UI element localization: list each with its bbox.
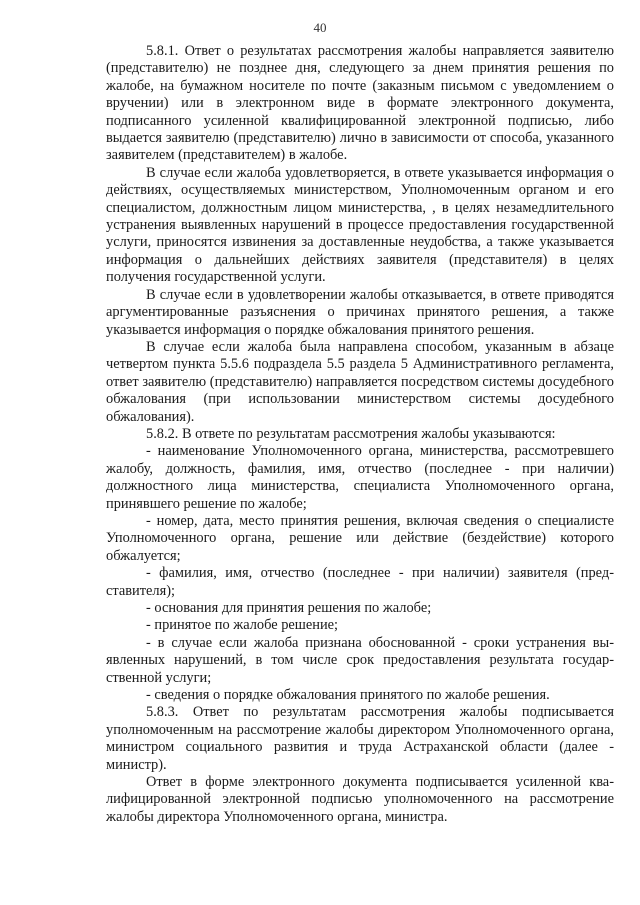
list-item-decision: - принятое по жалобе решение; <box>146 617 339 634</box>
page-number: 40 <box>313 20 327 35</box>
list-item-deadlines: - в случае если жалоба признана обоснованной - сроки устранения выявленных нарушений, в том числе срок предоставления результата государственной услуги; <box>106 634 614 686</box>
list-item-authority-name: - наименование Уполномоченного органа, министерства, рассмотревшего жалобу, должность, фамилия, имя, отчество (последнее - при наличии) должностного лица министерства, специалиста Уполномоченного органа, принявшего решение по жалобе; <box>106 443 614 512</box>
paragraph-5-8-1: 5.8.1. Ответ о результатах рассмотрения жалобы направляется заявителю (представителю) не позднее дня, следующего за днем принятия решения по жалобе, на бумажном носителе по почте (заказным письмом с уведомлением о вручении) или в электронном виде в формате электронного документа, подписанного усиленной квалифицированной электронной подписью, либо выдается заявителю (представителю) лично в зависимости от способа, указанного заявителем (представителем) в жалобе. <box>106 43 614 164</box>
document-body <box>106 43 614 826</box>
paragraph-5-8-3: 5.8.3. Ответ по результатам рассмотрения жалобы подписывается уполномоченным на рассмотрение жалобы директором Уполномоченного органа, министром социального развития и труда Астраханской области (далее - министр). <box>106 704 614 773</box>
list-item-appeal-procedure: - сведения о порядке обжалования принятого по жалобе решения. <box>146 687 550 704</box>
paragraph-complaint-satisfied: В случае если жалоба удовлетворяется, в ответе указывается информация о действиях, осуществляемых министерством, Уполномоченным органом и его специалистом, должностным лицом министерства, , в целях незамедлительного устранения выявленных нарушений в процессе предоставления государственной услуги, приносятся извинения за доставленные неудобства, а также указывается информация о дальнейших действиях заявителя (представителя) в целях получения государственной услуги. <box>106 164 614 286</box>
paragraph-complaint-refused: В случае если в удовлетворении жалобы отказывается, в ответе приводятся аргументированные разъяснения о причинах принятого решения, а также указывается информация о порядке обжалования принятого решения. <box>106 286 614 338</box>
list-item-decision-number: - номер, дата, место принятия решения, включая сведения о специалисте Уполномоченного органа, решение или действие (бездействие) которого обжалуется; <box>106 512 614 564</box>
list-item-grounds: - основания для принятия решения по жалобе; <box>146 600 432 616</box>
paragraph-5-8-2: 5.8.2. В ответе по результатам рассмотрения жалобы указываются: <box>146 425 556 442</box>
paragraph-pretrial-system: В случае если жалоба была направлена способом, указанным в абзаце четвертом пункта 5.5.6 подраздела 5.5 раздела 5 Административного регламента, ответ заявителю (представителю) направляется посредством системы досудебного обжалования (при использовании министерством системы досудебного обжалования). <box>106 338 614 425</box>
paragraph-electronic-signature: Ответ в форме электронного документа подписывается усиленной квалифицированной электронной подписью уполномоченного на рассмотрение жалобы директора Уполномоченного органа, министра. <box>106 774 614 825</box>
list-item-applicant-name: - фамилия, имя, отчество (последнее - при наличии) заявителя (представителя); <box>106 565 614 599</box>
